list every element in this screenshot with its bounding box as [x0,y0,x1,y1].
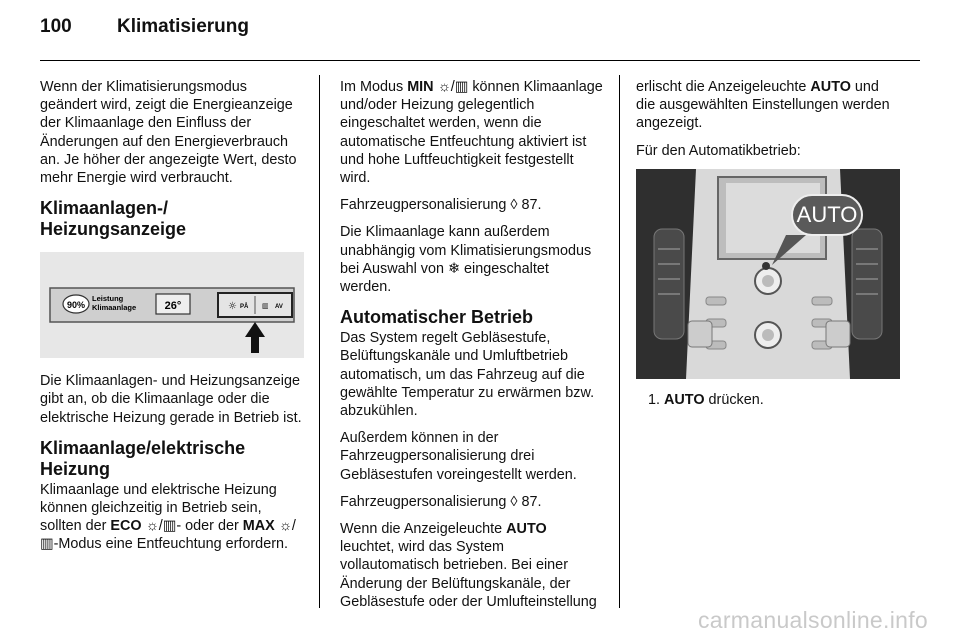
section-heading: Klimaanlage/elektrische Heizung [40,437,246,479]
column-2 [340,78,604,620]
page-header [40,16,249,38]
arrow-up-icon [245,322,265,353]
energy-label-2: Klimaanlage [92,303,137,313]
center-console-illustration [636,169,900,379]
section-heading: Automatischer Betrieb [340,307,534,328]
watermark: carmanualsonline.info [697,607,928,633]
paragraph: Die Klimaanlagen- und Heizungsanzeige gibt an, ob die Klimaanlage oder die elektrische Heizung gerade in Betrieb ist. [40,373,302,426]
paragraph: Für den Automatikbetrieb: [636,142,801,159]
cross-reference: Fahrzeugpersonalisierung ◊ 87. [340,493,542,510]
step-item: 1. AUTO drücken. [648,391,764,408]
paragraph: Wenn der Klimatisierungsmodus geändert wird, zeigt die Energieanzeige der Klimaanlage den Einfluss der Änderungen auf den Energieverbrauch an. Je höher der angezeigte Wert, desto mehr Energie wird verbraucht. [40,79,297,187]
energy-label-1: Leistung [92,294,124,304]
header-rule [40,60,920,61]
paragraph: Die Klimaanlage kann außerdem unabhängig vom Klimatisierungsmodus bei Auswahl von ❄ eingeschaltet werden. [340,224,592,296]
energy-percent: 90% [66,300,86,311]
paragraph: Wenn die Anzeigeleuchte AUTO leuchtet, wird das System vollautomatisch betrieben. Bei einer Änderung der Belüftungskanäle, der Gebläsestufe oder der Umlufteinstellung [340,521,597,610]
column-1 [40,78,304,563]
paragraph: Das System regelt Gebläsestufe, Belüftungskanäle und Umluftbetrieb automatisch, um das Fahrzeug auf die gewählte Temperatur zu erwärmen bzw. abzukühlen. [340,330,595,420]
center-console-figure [636,169,900,379]
temperature-value: 26° [164,300,182,313]
cross-reference: Fahrzeugpersonalisierung ◊ 87. [340,197,542,214]
auto-callout-label: AUTO [796,201,858,227]
paragraph: Außerdem können in der Fahrzeugpersonalisierung drei Gebläsestufen voreingestellt werden. [340,430,577,483]
mode-av: AV [275,304,283,311]
paragraph: Im Modus MIN ☼/▥ können Klimaanlage und/oder Heizung gelegentlich eingeschaltet werden, wenn die automatische Entfeuchtung aktiviert ist und hohe Luftfeuchtigkeit festgestellt wird. [340,79,603,187]
column-divider-1 [319,75,320,608]
paragraph: erlischt die Anzeigeleuchte AUTO und die ausgewählten Einstellungen werden angezeigt. [636,79,890,132]
paragraph: Klimaanlage und elektrische Heizung können gleichzeitig in Betrieb sein, sollten der ECO ☼/▥- oder der MAX ☼/▥-Modus eine Entfeuchtung erfordern. [40,481,296,553]
column-3 [636,78,900,418]
page-title: Klimatisierung [117,16,249,37]
heater-icon: ▥ [262,302,269,311]
column-divider-2 [619,75,620,608]
page-number: 100 [40,16,72,37]
section-heading: Klimaanlagen-/ Heizungsanzeige [40,198,187,240]
snowflake-icon: ☼ [228,301,237,313]
mode-pa: PÅ [240,304,249,311]
ac-indicator-illustration [40,252,304,358]
ac-indicator-figure [40,252,304,358]
